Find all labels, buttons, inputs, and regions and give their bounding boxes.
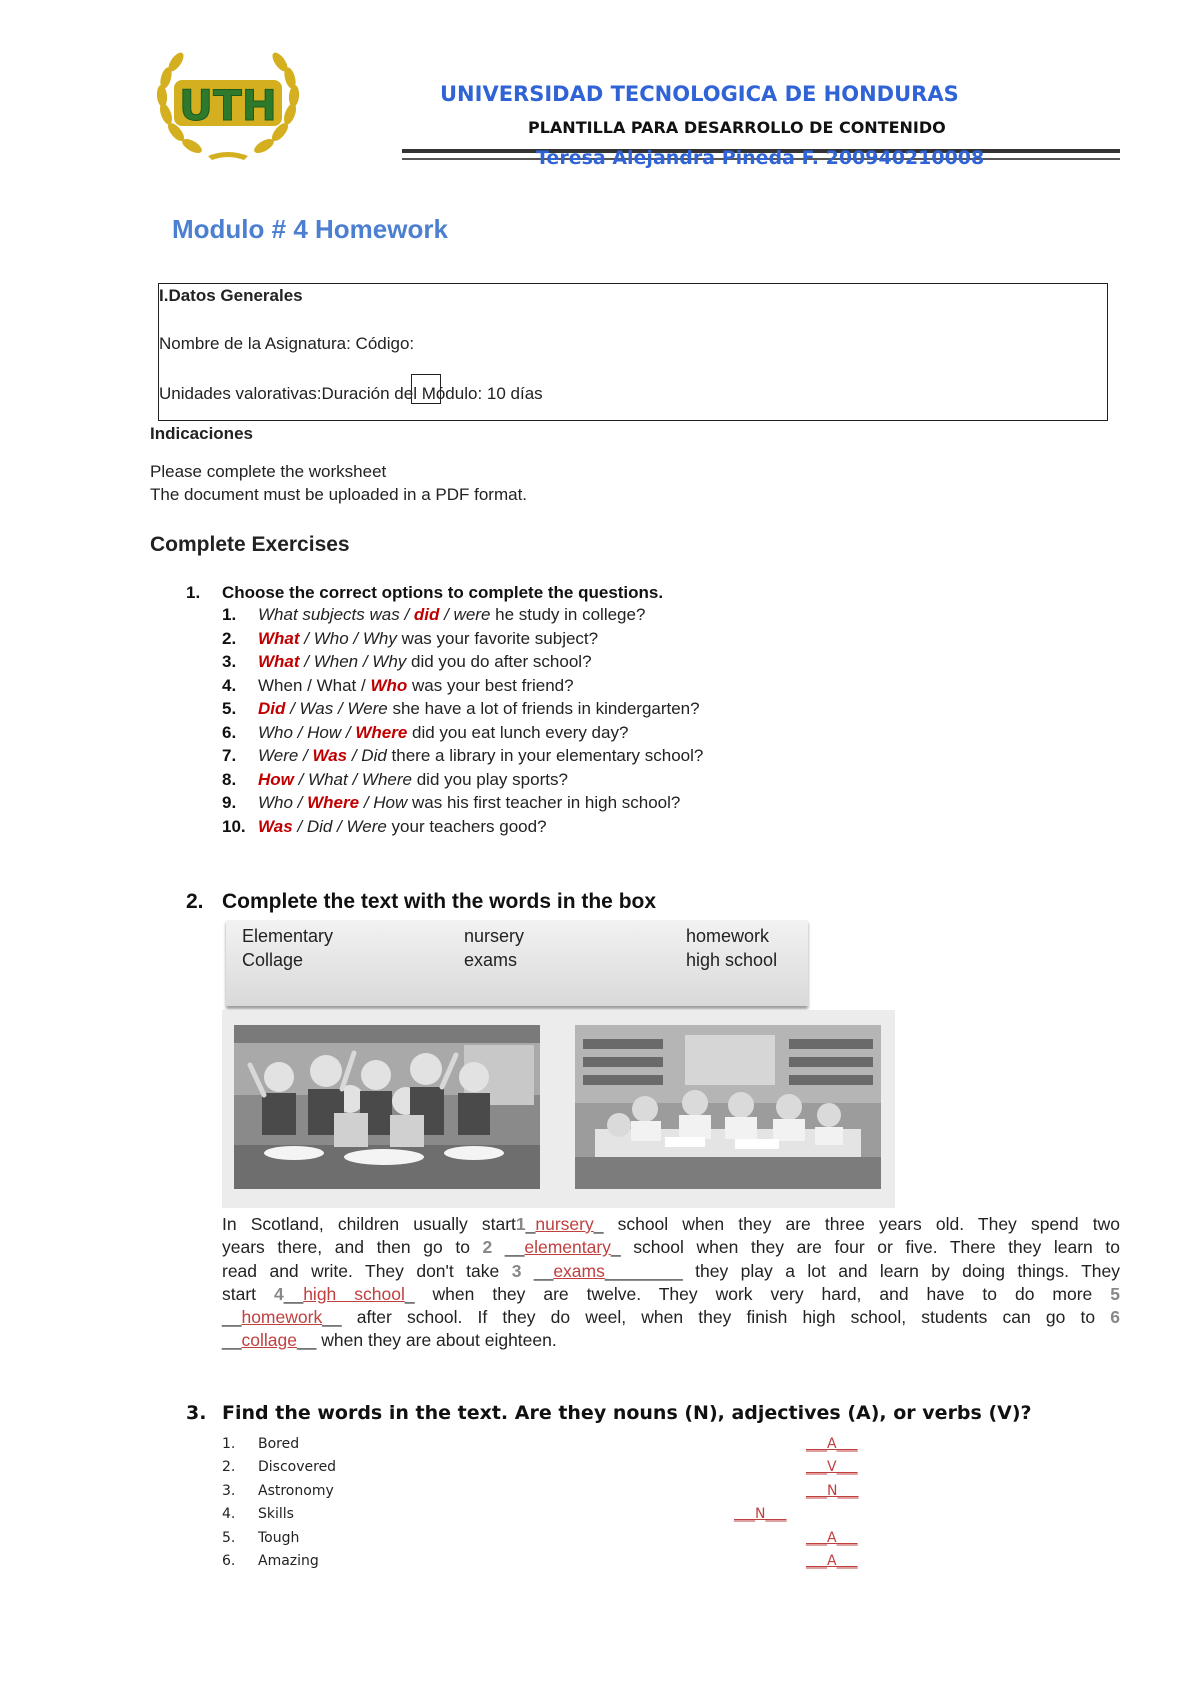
word-box-item: exams	[464, 950, 518, 970]
paragraph-text: ________ they play a lot and learn by doing things. They	[604, 1260, 1120, 1281]
question-text: What / When / Why did you do after school?	[258, 652, 592, 671]
word-answer: ___A___	[806, 1436, 858, 1452]
paragraph-text: read and write. They don't take	[222, 1260, 512, 1281]
indicaciones-line: Please complete the worksheet	[150, 462, 387, 481]
paragraph-line	[222, 1306, 1120, 1329]
filled-blank: nursery	[535, 1214, 594, 1234]
indicaciones-title: Indicaciones	[150, 424, 253, 443]
paragraph-line	[222, 1329, 1120, 1352]
word-box-item: Elementary	[242, 926, 334, 946]
question-number: 1.	[222, 605, 237, 624]
selected-answer: Where	[307, 793, 360, 812]
selected-answer: What	[258, 628, 300, 648]
word-text: Discovered	[258, 1459, 337, 1476]
indicaciones-line: The document must be uploaded in a PDF format.	[150, 485, 528, 504]
question-number: 4.	[222, 675, 237, 695]
paragraph-line	[222, 1236, 1120, 1259]
paragraph-text: In Scotland, children usually start	[222, 1214, 516, 1234]
paragraph-text: years there, and then go to	[222, 1237, 483, 1258]
word-box-item: nursery	[464, 926, 525, 946]
complete-exercises-title: Complete Exercises	[150, 533, 350, 556]
empty-input-box	[411, 374, 441, 404]
filled-blank: high school	[303, 1283, 405, 1304]
section2-title: Complete the text with the words in the box	[222, 890, 657, 913]
question-number: 5.	[222, 699, 237, 718]
blank-number: 2	[482, 1237, 493, 1258]
question-number: 8.	[222, 769, 237, 789]
kindergarten-photo	[234, 1025, 540, 1189]
selected-answer: Who	[370, 675, 408, 695]
selected-answer: What	[258, 652, 300, 671]
blank-number: 6	[1110, 1307, 1120, 1328]
paragraph-text: __	[222, 1307, 242, 1328]
word-box-item: homework	[686, 926, 770, 946]
logo-text: UTH	[179, 81, 277, 130]
student-name: Teresa Alejandra Pineda F. 200940210008	[536, 147, 985, 169]
word-text: Bored	[258, 1436, 300, 1452]
paragraph-text: _	[525, 1214, 536, 1234]
datos-asignatura: Nombre de la Asignatura: Código:	[159, 334, 415, 353]
question-number: 3.	[222, 652, 237, 671]
word-answer: ___N___	[734, 1506, 787, 1523]
word-answer: ___A___	[806, 1553, 858, 1569]
paragraph-text: __	[222, 1330, 242, 1351]
blank-number: 4	[274, 1283, 284, 1304]
blank-number: 1	[515, 1214, 526, 1234]
fill-in-paragraph	[222, 1213, 1120, 1353]
selected-answer: Where	[355, 722, 408, 742]
paragraph-text: __	[283, 1283, 304, 1304]
section3-title: Find the words in the text. Are they nouns (N), adjectives (A), or verbs (V)?	[222, 1402, 1032, 1424]
university-logo	[150, 44, 306, 164]
word-number: 1.	[222, 1436, 236, 1452]
selected-answer: How	[258, 769, 294, 789]
word-text: Astronomy	[258, 1482, 334, 1499]
word-answer: ___A___	[806, 1529, 858, 1546]
word-box-item: high school	[686, 950, 778, 970]
paragraph-text: _ school when they are three years old. They spend two	[593, 1214, 1120, 1234]
question-text: What subjects was / did / were he study in college?	[258, 605, 646, 624]
section1-number: 1.	[186, 583, 201, 602]
blank-number: 5	[1110, 1283, 1120, 1304]
question-text: Was / Did / Were your teachers good?	[258, 816, 547, 836]
word-number: 3.	[222, 1482, 236, 1499]
word-answer: ___N___	[806, 1482, 859, 1499]
filled-blank: elementary	[524, 1237, 611, 1258]
datos-heading: I.Datos Generales	[159, 286, 303, 305]
photo-area	[222, 1010, 895, 1208]
word-text: Skills	[258, 1506, 294, 1523]
classroom-photo	[575, 1025, 881, 1189]
selected-answer: Did	[258, 699, 286, 718]
paragraph-line	[222, 1213, 1120, 1236]
question-number: 6.	[222, 722, 237, 742]
section2-number: 2.	[186, 890, 204, 913]
page-title: Modulo # 4 Homework	[172, 214, 448, 244]
question-text: What / Who / Why was your favorite subject?	[258, 628, 599, 648]
selected-answer: did	[413, 605, 440, 624]
word-answer: ___V___	[806, 1459, 858, 1476]
paragraph-text: __ when they are about eighteen.	[296, 1330, 557, 1351]
section3-number: 3.	[186, 1402, 207, 1424]
paragraph-line	[222, 1260, 1120, 1283]
question-text: Did / Was / Were she have a lot of friends in kindergarten?	[258, 699, 700, 718]
paragraph-text: __ after school. If they do weel, when they finish high school, students can go to	[322, 1307, 1111, 1328]
paragraph-text: _ school when they are four or five. There they learn to	[610, 1237, 1120, 1258]
paragraph-text: _ when they are twelve. They work very hard, and have to do more	[404, 1283, 1111, 1304]
section1-title: Choose the correct options to complete the questions.	[222, 583, 664, 602]
word-text: Tough	[258, 1529, 300, 1546]
question-number: 7.	[222, 746, 237, 765]
question-number: 9.	[222, 793, 237, 812]
filled-blank: collage	[241, 1330, 297, 1351]
paragraph-line	[222, 1283, 1120, 1306]
question-text: Were / Was / Did there a library in your elementary school?	[258, 746, 704, 765]
datos-unidades: Unidades valorativas:Duración del Módulo: 10 días	[159, 384, 543, 403]
word-number: 5.	[222, 1529, 236, 1546]
datos-generales-box	[158, 283, 1108, 421]
question-number: 10.	[222, 816, 246, 836]
selected-answer: Was	[312, 746, 348, 765]
word-number: 2.	[222, 1459, 236, 1476]
template-title: PLANTILLA PARA DESARROLLO DE CONTENIDO	[528, 118, 946, 137]
word-number: 4.	[222, 1506, 236, 1523]
paragraph-text: start	[222, 1283, 274, 1304]
word-box-item: Collage	[242, 950, 304, 970]
word-box	[226, 920, 808, 1006]
question-text: Who / Where / How was his first teacher in high school?	[258, 793, 681, 812]
selected-answer: Was	[258, 816, 293, 836]
question-text: How / What / Where did you play sports?	[258, 769, 568, 789]
paragraph-text: __	[521, 1260, 554, 1281]
word-text: Amazing	[258, 1553, 319, 1569]
word-number: 6.	[222, 1553, 236, 1569]
paragraph-text: __	[492, 1237, 525, 1258]
blank-number: 3	[511, 1260, 522, 1281]
filled-blank: exams	[553, 1260, 605, 1281]
filled-blank: homework	[241, 1307, 323, 1328]
question-number: 2.	[222, 628, 237, 648]
university-name: UNIVERSIDAD TECNOLOGICA DE HONDURAS	[440, 82, 959, 106]
question-text: When / What / Who was your best friend?	[258, 675, 574, 695]
question-text: Who / How / Where did you eat lunch every day?	[258, 722, 629, 742]
